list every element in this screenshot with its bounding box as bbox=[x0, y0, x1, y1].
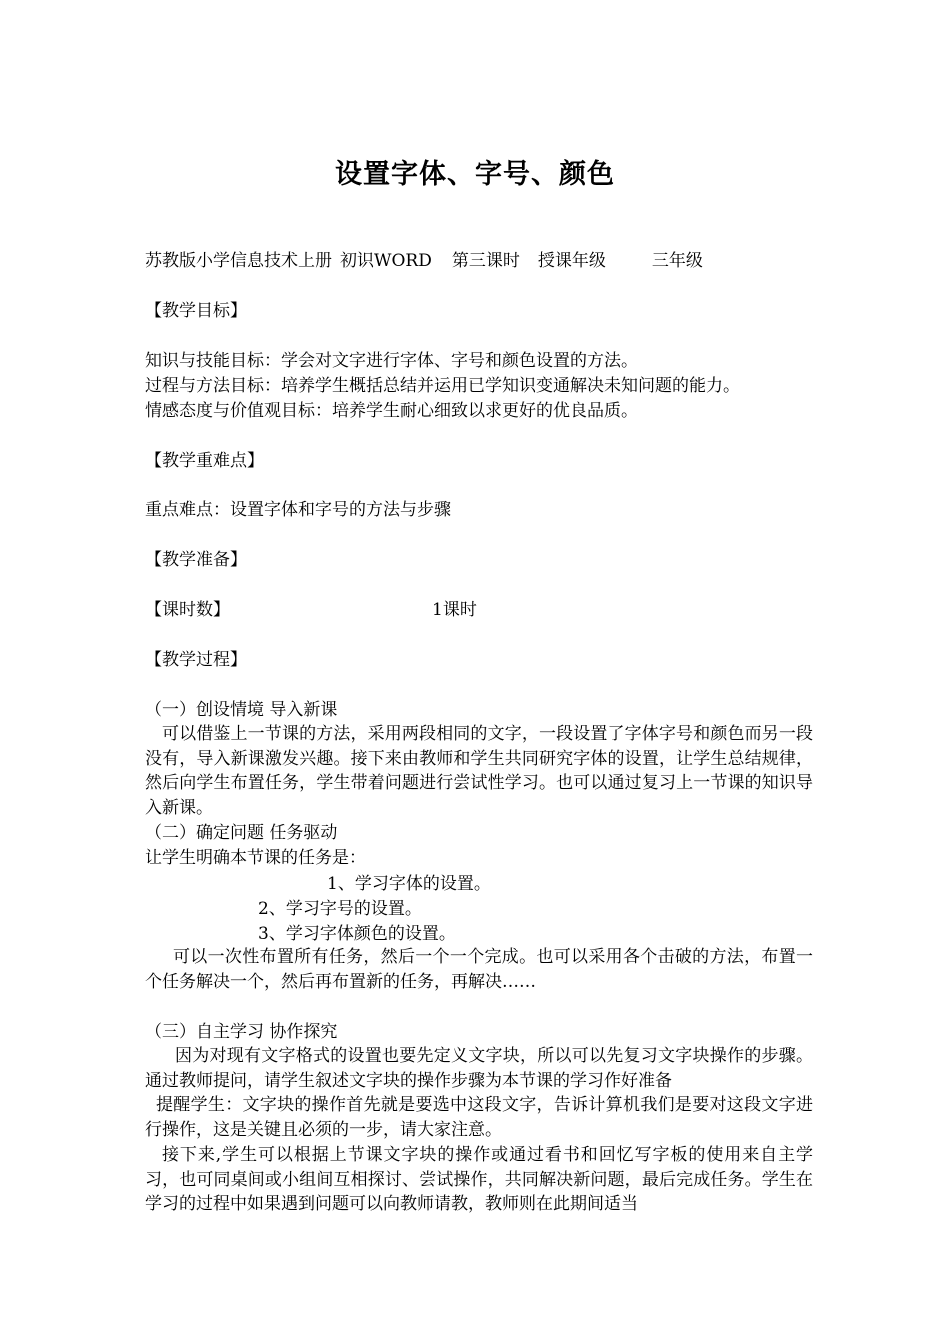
prep-heading: 【教学准备】 bbox=[145, 550, 247, 570]
task-item-1: 1、学习字体的设置。 bbox=[327, 874, 491, 894]
objectives-heading: 【教学目标】 bbox=[145, 301, 247, 321]
hours-value: 1课时 bbox=[432, 600, 477, 620]
step3-paragraph-2: 提醒学生：文字块的操作首先就是要选中这段文字，告诉计算机我们是要对这段文字进行操作，这是关键且必须的一步，请大家注意。 bbox=[145, 1095, 813, 1140]
step3-heading: （三）自主学习 协作探究 bbox=[145, 1022, 338, 1042]
step2-intro: 让学生明确本节课的任务是： bbox=[145, 848, 366, 868]
hours-heading: 【课时数】 bbox=[145, 600, 230, 620]
process-heading: 【教学过程】 bbox=[145, 650, 247, 670]
step3-paragraph-1: 因为对现有文字格式的设置也要先定义文字块，所以可以先复习文字块操作的步骤。通过教师提问，请学生叙述文字块的操作步骤为本节课的学习作好准备 bbox=[145, 1046, 813, 1091]
keypoints-text: 重点难点：设置字体和字号的方法与步骤 bbox=[145, 500, 451, 520]
unit-name: 初识WORD bbox=[340, 251, 432, 271]
task-item-3: 3、学习字体颜色的设置。 bbox=[258, 924, 456, 944]
grade-label: 授课年级 bbox=[537, 251, 606, 271]
grade-value: 三年级 bbox=[651, 251, 703, 271]
objective-knowledge: 知识与技能目标：学会对文字进行字体、字号和颜色设置的方法。 bbox=[145, 351, 638, 371]
objective-attitude: 情感态度与价值观目标：培养学生耐心细致以求更好的优良品质。 bbox=[145, 401, 638, 421]
step1-heading: （一）创设情境 导入新课 bbox=[145, 700, 338, 720]
keypoints-heading: 【教学重难点】 bbox=[145, 451, 264, 471]
step2-paragraph: 可以一次性布置所有任务，然后一个一个完成。也可以采用各个击破的方法，布置一个任务解决一个，然后再布置新的任务，再解决…… bbox=[145, 947, 813, 992]
step3-paragraph-3: 接下来,学生可以根据上节课文字块的操作或通过看书和回忆写字板的使用来自主学习，也可同桌间或小组间互相探讨、尝试操作，共同解决新问题，最后完成任务。学生在学习的过程中如果遇到问题可以向教师请教，教师则在此期间适当 bbox=[145, 1145, 813, 1214]
objective-process: 过程与方法目标：培养学生概括总结并运用已学知识变通解决未知问题的能力。 bbox=[145, 376, 740, 396]
step1-paragraph: 可以借鉴上一节课的方法，采用两段相同的文字，一段设置了字体字号和颜色而另一段没有，导入新课激发兴趣。接下来由教师和学生共同研究字体的设置，让学生总结规律，然后向学生布置任务，学生带着问题进行尝试性学习。也可以通过复习上一节课的知识导入新课。 bbox=[145, 724, 813, 818]
lesson-number: 第三课时 bbox=[451, 251, 520, 271]
task-item-2: 2、学习字号的设置。 bbox=[258, 899, 422, 919]
textbook-name: 苏教版小学信息技术上册 bbox=[145, 251, 332, 271]
lesson-info-line bbox=[145, 249, 703, 273]
document-title: 设置字体、字号、颜色 bbox=[335, 159, 615, 190]
step2-heading: （二）确定问题 任务驱动 bbox=[145, 823, 338, 843]
